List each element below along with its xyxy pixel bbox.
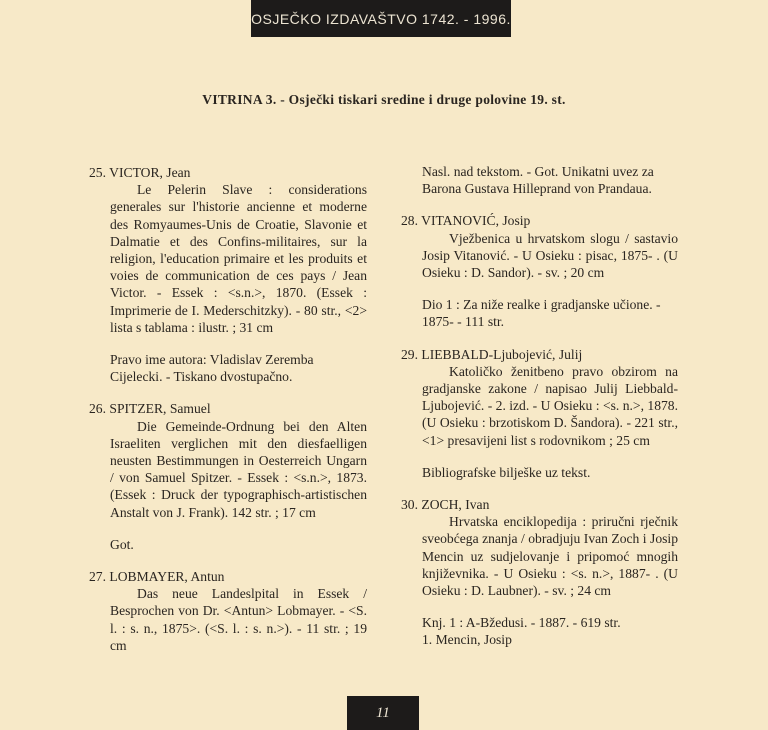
entry-note: Nasl. nad tekstom. - Got. Unikatni uvez za Barona Gustava Hilleprand von Prandaua.	[422, 164, 654, 197]
entry-number: 26.	[89, 401, 106, 417]
catalog-entry-29	[401, 346, 678, 481]
header-banner: OSJEČKO IZDAVAŠTVO 1742. - 1996.	[251, 0, 511, 37]
entry-note: Pravo ime autora: Vladislav Zeremba Cijelecki. - Tiskano dvostupačno.	[110, 352, 314, 385]
section-title: VITRINA 3. - Osječki tiskari sredine i druge polovine 19. st.	[202, 92, 566, 107]
entry-heading	[401, 496, 678, 513]
entry-heading	[89, 164, 367, 181]
entry-author: SPITZER, Samuel	[109, 401, 211, 417]
entry-description: Das neue Landeslpital in Essek / Besprochen von Dr. <Antun> Lobmayer. - <S. l. : s. n., 1875>. (<S. l. : s. n.>). - 11 str. ; 19 cm	[110, 586, 367, 653]
catalog-entry-25	[89, 164, 367, 385]
catalog-entry-28	[401, 212, 678, 330]
left-column	[89, 164, 367, 669]
entry-author: VICTOR, Jean	[109, 165, 191, 180]
entry-number: 27.	[89, 569, 106, 585]
catalog-entry-27-continued	[401, 163, 678, 197]
right-column	[401, 163, 678, 664]
entry-heading	[89, 400, 367, 417]
entry-author: VITANOVIĆ, Josip	[421, 213, 531, 229]
catalog-entry-30	[401, 496, 678, 649]
entry-note: Bibliografske bilješke uz tekst.	[422, 464, 591, 480]
page-number: 11	[347, 696, 419, 730]
entry-description: Hrvatska enciklopedija : priručni rječnik sveobćega znanja / obradjuju Ivan Zoch i Josip Mencin uz sudjelovanje i pripomoć mnogih književnika. - U Osieku : <s. n.>, 1887- . (U Osieku : D. Laubner). - sv. ; 24 cm	[422, 514, 678, 599]
entry-number: 30.	[401, 497, 418, 513]
entry-description: Katoličko ženitbeno pravo obzirom na gradjanske zakone / napisao Julij Liebbald-Ljubojević. - 2. izd. - U Osieku : <s. n.>, 1878. (U Osieku : brzotiskom D. Šandora). - 221 str., <1> presavijeni list s rodovnikom ; 25 cm	[422, 363, 678, 448]
entry-note: Dio 1 : Za niže realke i gradjanske učione. - 1875- - 111 str.	[422, 297, 661, 330]
entry-author: ZOCH, Ivan	[421, 497, 490, 513]
entry-note-secondary: 1. Mencin, Josip	[422, 632, 512, 648]
catalog-entry-26	[89, 400, 367, 553]
entry-note: Got.	[110, 536, 134, 552]
entry-heading	[401, 212, 678, 229]
entry-number: 29.	[401, 346, 418, 362]
entry-heading	[401, 346, 678, 363]
entry-description: Vježbenica u hrvatskom slogu / sastavio Josip Vitanović. - U Osieku : pisac, 1875- . (U Osieku : D. Sandor). - sv. ; 20 cm	[422, 230, 678, 281]
entry-description: Le Pelerin Slave : considerations generales sur l'historie ancienne et moderne des Romyaumes-Unis de Croatie, Slavonie et Dalmatie et des Confins-militaires, sur la religion, l'education primaire et les produits et voies de communication de ces pays / Jean Victor. - Essek : <s.n.>, 1870. (Essek : Imprimerie de I. Mederschitzky). - 80 str., <2> lista s tablama : ilustr. ; 31 cm	[110, 182, 367, 335]
catalog-entry-27	[89, 568, 367, 654]
entry-author: LOBMAYER, Antun	[109, 569, 225, 585]
entry-heading	[89, 568, 367, 585]
entry-note: Knj. 1 : A-Bžedusi. - 1887. - 619 str.	[422, 615, 621, 631]
entry-author: LIEBBALD-Ljubojević, Julij	[421, 346, 583, 362]
entry-number: 25.	[89, 165, 106, 180]
entry-description: Die Gemeinde-Ordnung bei den Alten Israeliten verglichen mit den diesfaelligen neusten Bestimmungen in Oesterreich Ungarn / von Samuel Spitzer. - Essek : <s.n.>, 1873. (Essek : Druck der typographisch-artistischen Anstalt von J. Frank). 142 str. ; 17 cm	[110, 418, 367, 520]
entry-number: 28.	[401, 213, 418, 229]
